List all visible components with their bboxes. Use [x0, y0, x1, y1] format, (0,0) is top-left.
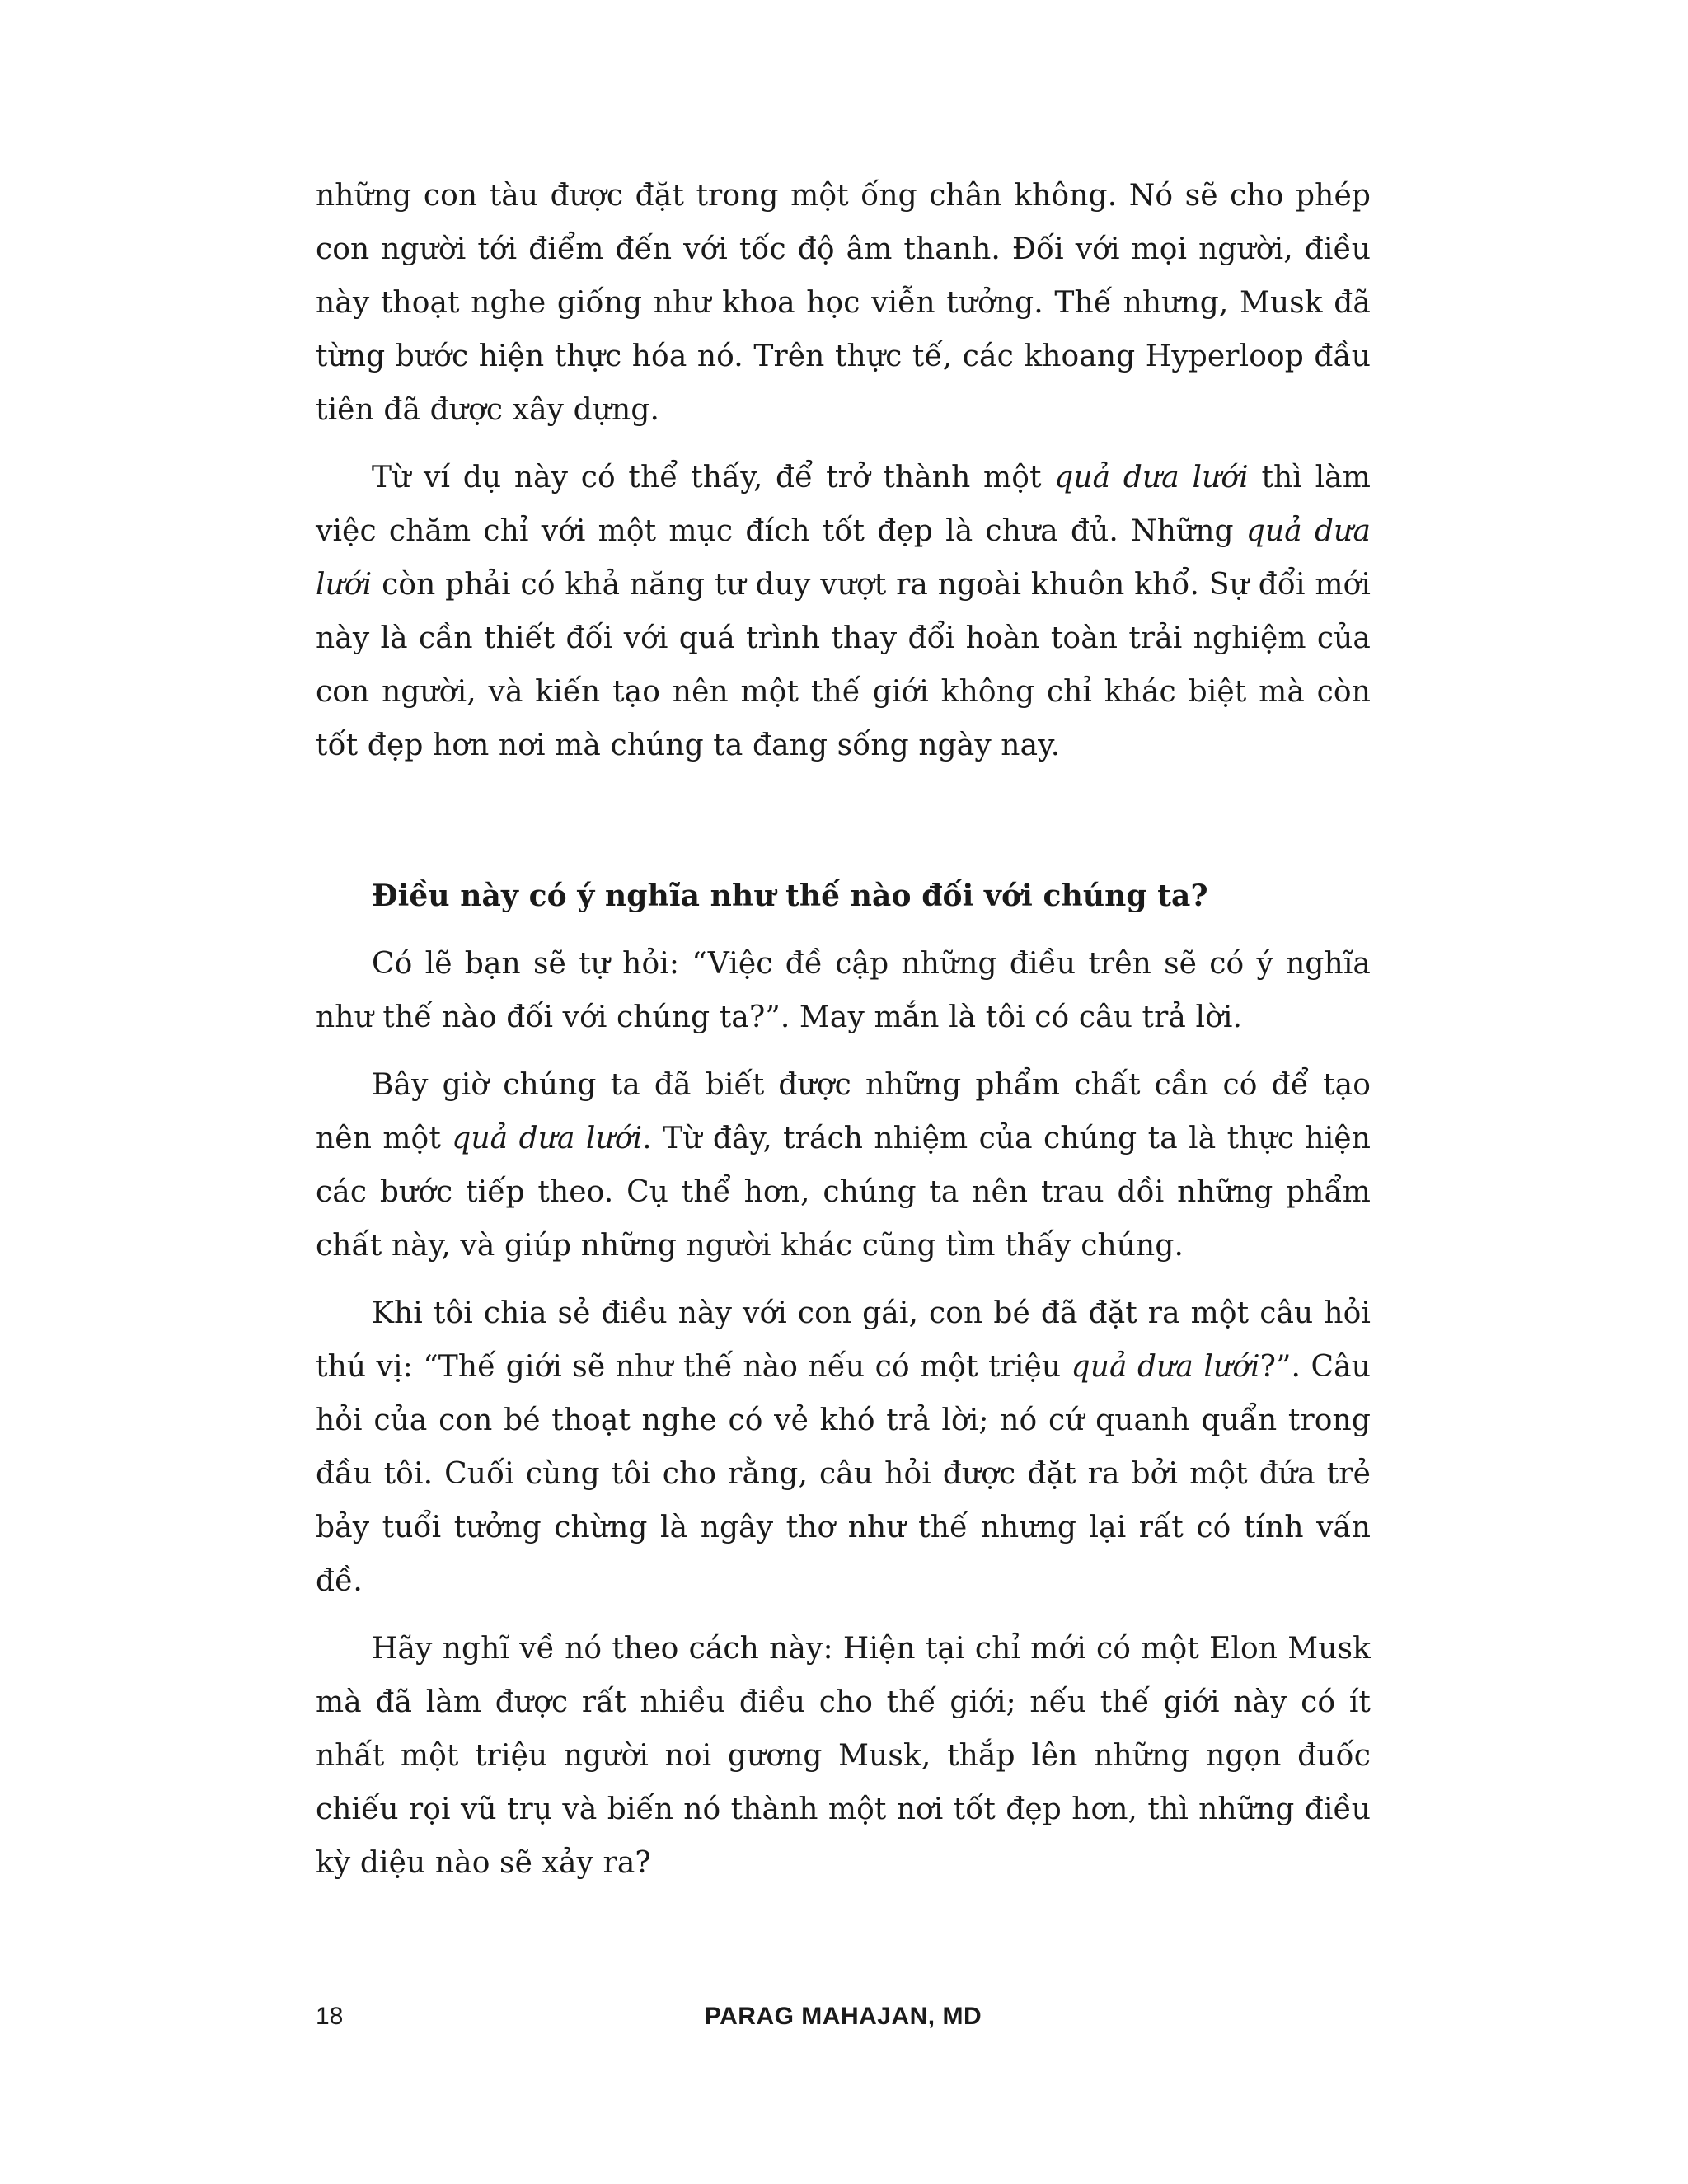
- paragraph-4-segment: Bây giờ chúng ta đã biết được những phẩm chất cần có để tạo nên một: [316, 1068, 1371, 1155]
- paragraph-2: [316, 451, 1371, 772]
- paragraph-1-text: những con tàu được đặt trong một ống chân không. Nó sẽ cho phép con người tới điểm đến với tốc độ âm thanh. Đối với mọi người, điều này thoạt nghe giống như khoa học viễn tưởng. Thế nhưng, Musk đã từng bước hiện thực hóa nó. Trên thực tế, các khoang Hyperloop đầu tiên đã được xây dựng.: [316, 179, 1371, 427]
- paragraph-2-italic-term: quả dưa lưới: [316, 514, 1372, 602]
- running-footer-title: PARAG MAHAJAN, MD: [704, 2003, 982, 2030]
- paragraph-4-segment: . Từ đây, trách nhiệm của chúng ta là thực hiện các bước tiếp theo. Cụ thể hơn, chúng ta nên trau dồi những phẩm chất này, và giúp những người khác cũng tìm thấy chúng.: [316, 1122, 1371, 1263]
- page-footer: [316, 2003, 1371, 2044]
- paragraph-1: [316, 169, 1371, 437]
- body-text: [316, 169, 1371, 1904]
- paragraph-2-segment: Từ ví dụ này có thể thấy, để trở thành một: [372, 461, 1055, 494]
- paragraph-3: [316, 937, 1371, 1044]
- paragraph-4: [316, 1058, 1371, 1272]
- section-heading: Điều này có ý nghĩa như thế nào đối với chúng ta?: [372, 879, 1208, 913]
- paragraph-6-text: Hãy nghĩ về nó theo cách này: Hiện tại chỉ mới có một Elon Musk mà đã làm được rất nhiều điều cho thế giới; nếu thế giới này có ít nhất một triệu người noi gương Musk, thắp lên những ngọn đuốc chiếu rọi vũ trụ và biến nó thành một nơi tốt đẹp hơn, thì những điều kỳ diệu nào sẽ xảy ra?: [316, 1632, 1371, 1880]
- paragraph-5: [316, 1286, 1371, 1608]
- paragraph-2-segment: còn phải có khả năng tư duy vượt ra ngoài khuôn khổ. Sự đổi mới này là cần thiết đối với quá trình thay đổi hoàn toàn trải nghiệm của con người, và kiến tạo nên một thế giới không chỉ khác biệt mà còn tốt đẹp hơn nơi mà chúng ta đang sống ngày nay.: [316, 568, 1371, 762]
- paragraph-3-text: Có lẽ bạn sẽ tự hỏi: “Việc đề cập những điều trên sẽ có ý nghĩa như thế nào đối với chúng ta?”. May mắn là tôi có câu trả lời.: [316, 947, 1371, 1034]
- page-number: 18: [316, 2003, 344, 2030]
- paragraph-4-italic-term: quả dưa lưới: [452, 1122, 643, 1155]
- paragraph-2-segment: thì làm việc chăm chỉ với một mục đích tốt đẹp là chưa đủ. Những: [316, 461, 1371, 548]
- paragraph-2-italic-term: quả dưa lưới: [1054, 461, 1249, 494]
- paragraph-5-segment: Khi tôi chia sẻ điều này với con gái, con bé đã đặt ra một câu hỏi thú vị: “Thế giới sẽ như thế nào nếu có một triệu: [316, 1296, 1371, 1384]
- paragraph-6: [316, 1622, 1371, 1890]
- paragraph-5-italic-term: quả dưa lưới: [1071, 1350, 1260, 1384]
- paragraph-5-segment: ?”. Câu hỏi của con bé thoạt nghe có vẻ khó trả lời; nó cứ quanh quẩn trong đầu tôi. Cuối cùng tôi cho rằng, câu hỏi được đặt ra bởi một đứa trẻ bảy tuổi tưởng chừng là ngây thơ như thế nhưng lại rất có tính vấn đề.: [316, 1350, 1371, 1598]
